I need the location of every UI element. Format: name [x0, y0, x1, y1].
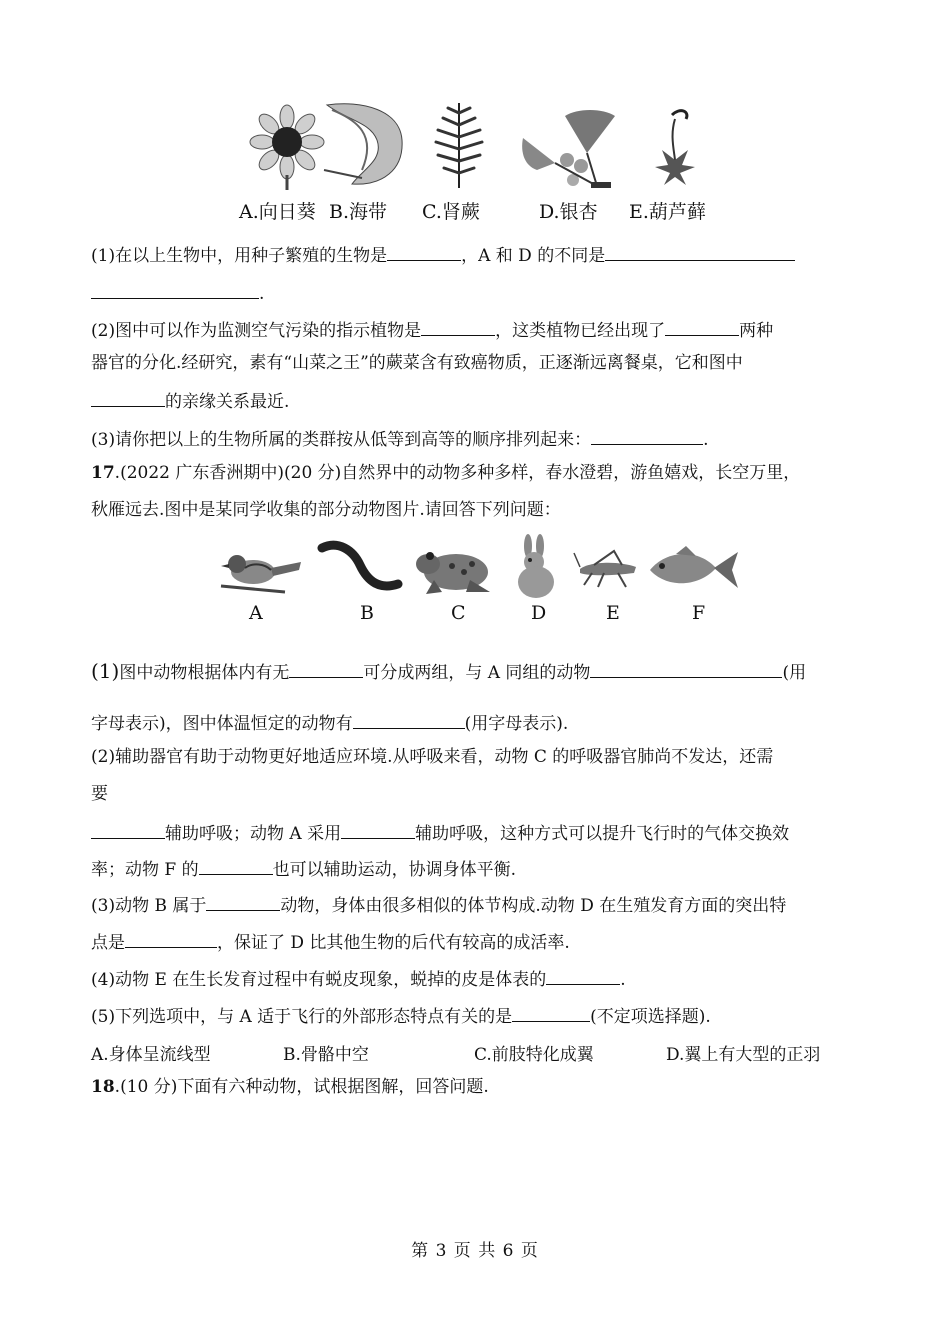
blank[interactable]: [665, 318, 739, 336]
q17-part2-line3: 辅助呼吸；动物 A 采用 辅助呼吸，这种方式可以提升飞行时的气体交换效: [91, 821, 789, 845]
q17-option-a[interactable]: A.身体呈流线型: [91, 1045, 211, 1065]
fern-icon: [428, 98, 490, 190]
blank[interactable]: [605, 243, 795, 261]
moss-icon: [650, 105, 700, 190]
q16-part2-line3: 的亲缘关系最近.: [91, 389, 289, 413]
q17-part2-line1: (2)辅助器官有助于动物更好地适应环境.从呼吸来看，动物 C 的呼吸器官肺尚不发达，还需: [91, 747, 774, 767]
blank[interactable]: [387, 243, 461, 261]
q17-part4: (4)动物 E 在生长发育过程中有蜕皮现象，蜕掉的皮是体表的 .: [91, 967, 626, 991]
q17-part2-line2: 要: [91, 784, 108, 804]
blank[interactable]: [353, 711, 465, 729]
animal-label-c: C: [451, 602, 466, 624]
plant-caption-d: D.银杏: [539, 201, 598, 223]
q17-intro-line2: 秋雁远去.图中是某同学收集的部分动物图片.请回答下列问题：: [91, 500, 561, 520]
plant-caption-b: B.海带: [329, 201, 388, 223]
frog-icon: [412, 540, 494, 598]
plant-caption-c: C.肾蕨: [422, 201, 480, 223]
blank[interactable]: [125, 930, 217, 948]
earthworm-icon: [318, 540, 406, 598]
grasshopper-icon: [574, 545, 640, 591]
blank[interactable]: [206, 893, 280, 911]
animal-label-e: E: [606, 602, 620, 624]
blank[interactable]: [512, 1004, 590, 1022]
question-number: 17: [91, 463, 115, 483]
animal-label-d: D: [531, 602, 547, 624]
q17-option-b[interactable]: B.骨骼中空: [283, 1045, 369, 1065]
q17-part3-line2: 点是 ，保证了 D 比其他生物的后代有较高的成活率.: [91, 930, 570, 954]
blank[interactable]: [590, 660, 782, 678]
blank[interactable]: [591, 427, 703, 445]
question-number: 18: [91, 1077, 115, 1097]
q17-option-c[interactable]: C.前肢特化成翼: [474, 1045, 594, 1065]
q16-part3: (3)请你把以上的生物所属的类群按从低等到高等的顺序排列起来： .: [91, 427, 709, 451]
q17-part1-line1: (1)图中动物根据体内有无 可分成两组，与 A 同组的动物 (用: [91, 659, 807, 683]
fish-icon: [646, 544, 740, 594]
q17-intro-line1: 17.(2022 广东香洲期中)(20 分)自然界中的动物多种多样，春水澄碧，游鱼嬉戏，长空万里，: [91, 463, 801, 483]
blank[interactable]: [199, 857, 273, 875]
kelp-icon: [322, 100, 404, 188]
q16-part1-line1: (1)在以上生物中，用种子繁殖的生物是 ，A 和 D 的不同是: [91, 243, 795, 267]
q18-intro: 18.(10 分)下面有六种动物，试根据图解，回答问题.: [91, 1077, 489, 1097]
blank[interactable]: [546, 967, 620, 985]
animal-label-a: A: [249, 602, 263, 624]
sunflower-icon: [250, 105, 325, 190]
plant-caption-a: A.向日葵: [239, 201, 316, 223]
blank[interactable]: [289, 660, 363, 678]
blank[interactable]: [91, 281, 259, 299]
blank[interactable]: [421, 318, 495, 336]
blank[interactable]: [341, 821, 415, 839]
q17-part5: (5)下列选项中，与 A 适于飞行的外部形态特点有关的是 (不定项选择题).: [91, 1004, 711, 1028]
blank[interactable]: [91, 389, 165, 407]
q16-part2-line2: 器官的分化.经研究，素有“山菜之王”的蕨菜含有致癌物质，正逐渐远离餐桌，它和图中: [91, 353, 743, 373]
ginkgo-icon: [515, 108, 630, 193]
q16-part1-line2: .: [91, 281, 264, 305]
animal-label-b: B: [360, 602, 374, 624]
q17-part2-line4: 率；动物 F 的 也可以辅助运动，协调身体平衡.: [91, 857, 516, 881]
q17-option-d[interactable]: D.翼上有大型的正羽: [666, 1045, 821, 1065]
sparrow-icon: [215, 548, 303, 596]
page-footer: 第 3 页 共 6 页: [411, 1241, 539, 1261]
animal-label-f: F: [692, 602, 706, 624]
q16-part2-line1: (2)图中可以作为监测空气污染的指示植物是 ，这类植物已经出现了 两种: [91, 318, 773, 342]
rabbit-icon: [512, 534, 560, 598]
blank[interactable]: [91, 821, 165, 839]
q17-part3-line1: (3)动物 B 属于 动物，身体由很多相似的体节构成.动物 D 在生殖发育方面的突出特: [91, 893, 786, 917]
plant-caption-e: E.葫芦藓: [629, 201, 706, 223]
q17-part1-line2: 字母表示)，图中体温恒定的动物有 (用字母表示).: [91, 711, 568, 735]
